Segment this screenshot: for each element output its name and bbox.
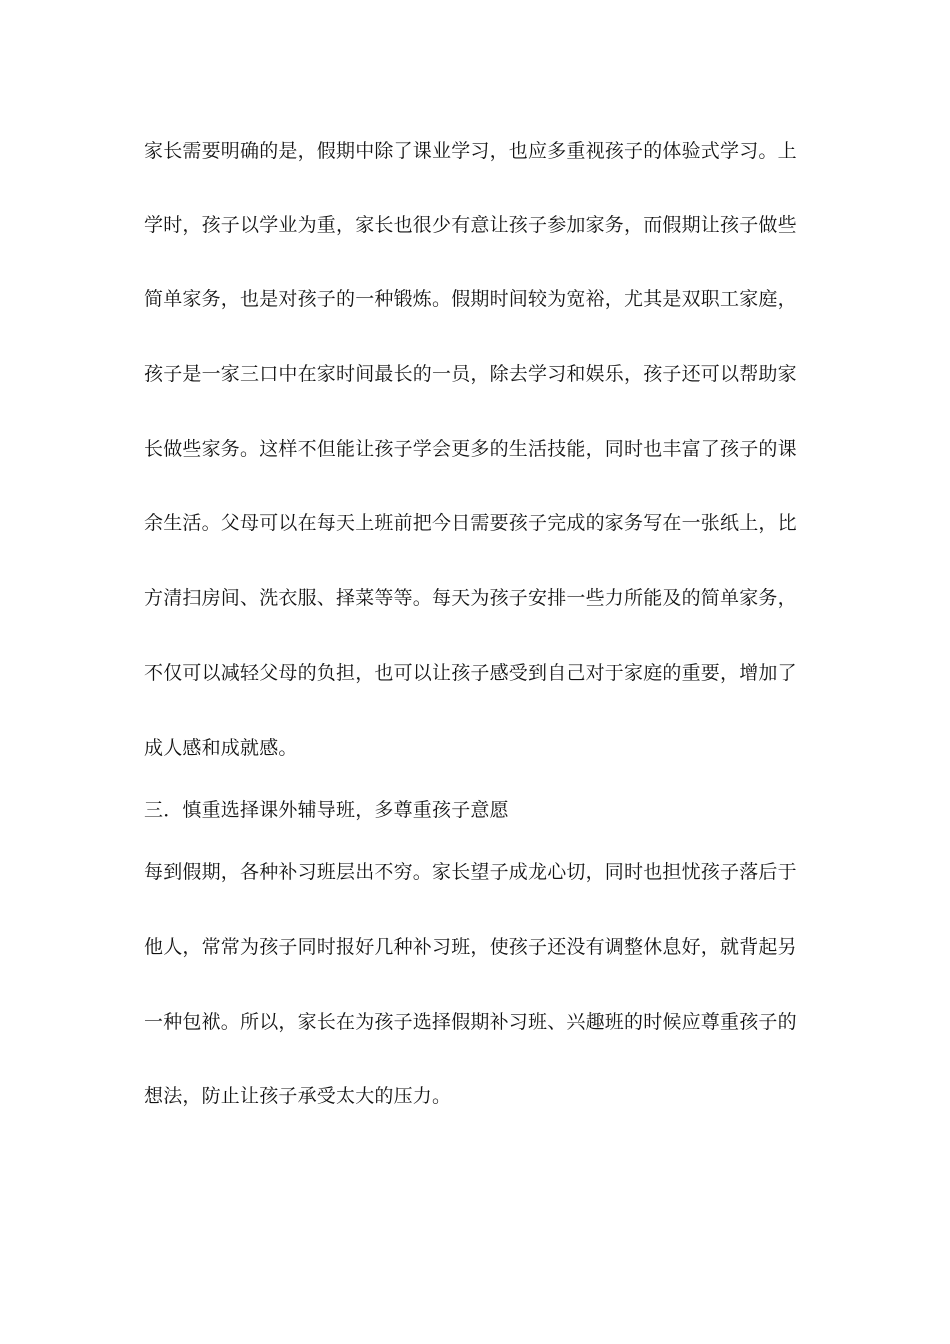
paragraph-1-line-7: 方清扫房间、洗衣服、择菜等等。每天为孩子安排一些力所能及的简单家务， [144,587,797,609]
paragraph-2-line-4: 想法，防止让孩子承受太大的压力。 [144,1085,452,1107]
paragraph-1-line-3: 简单家务，也是对孩子的一种锻炼。假期时间较为宽裕，尤其是双职工家庭， [144,288,797,310]
paragraph-1-line-1: 家长需要明确的是，假期中除了课业学习，也应多重视孩子的体验式学习。上 [144,140,797,162]
paragraph-2-line-3: 一种包袱。所以，家长在为孩子选择假期补习班、兴趣班的时候应尊重孩子的 [144,1011,797,1033]
paragraph-1-line-4: 孩子是一家三口中在家时间最长的一员，除去学习和娱乐，孩子还可以帮助家 [144,363,797,385]
paragraph-2-line-2: 他人，常常为孩子同时报好几种补习班，使孩子还没有调整休息好，就背起另 [144,936,797,958]
paragraph-1-line-2: 学时，孩子以学业为重，家长也很少有意让孩子参加家务，而假期让孩子做些 [144,214,797,236]
paragraph-1-line-9: 成人感和成就感。 [144,737,298,759]
section-heading: 三．慎重选择课外辅导班，多尊重孩子意愿 [144,799,509,821]
paragraph-2-line-1: 每到假期，各种补习班层出不穷。家长望子成龙心切，同时也担忧孩子落后于 [144,861,797,883]
paragraph-1-line-5: 长做些家务。这样不但能让孩子学会更多的生活技能，同时也丰富了孩子的课 [144,438,797,460]
paragraph-1-line-6: 余生活。父母可以在每天上班前把今日需要孩子完成的家务写在一张纸上，比 [144,512,797,534]
paragraph-1-line-8: 不仅可以减轻父母的负担，也可以让孩子感受到自己对于家庭的重要，增加了 [144,662,797,684]
